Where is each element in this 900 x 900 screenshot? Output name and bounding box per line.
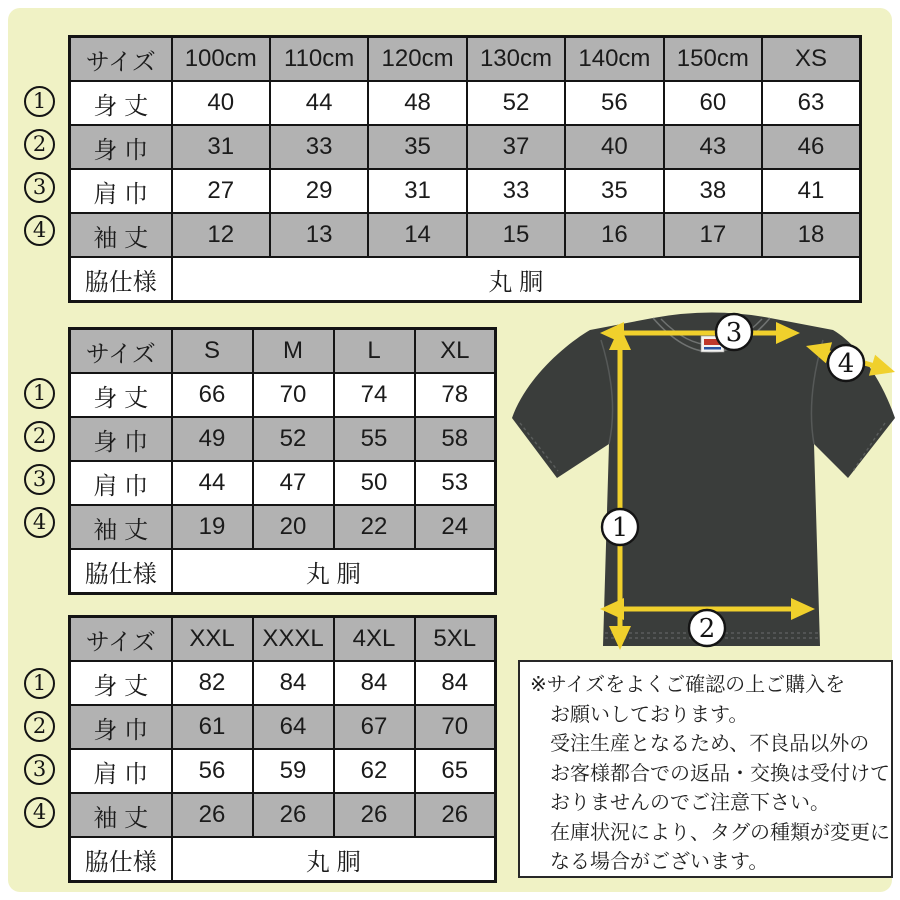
row-label: 肩 巾 [70, 461, 172, 505]
note-line: 受注生産となるため、不良品以外の [550, 733, 870, 755]
header-cell: 150cm [664, 37, 762, 82]
value-cell: 18 [762, 213, 860, 257]
row-marker-4: 4 [24, 797, 55, 828]
row-marker-1: 1 [24, 668, 55, 699]
header-cell: 5XL [415, 617, 496, 662]
row-label: 身 丈 [70, 661, 172, 705]
spec-value-cell: 丸 胴 [172, 257, 861, 302]
header-cell: 140cm [565, 37, 663, 82]
table-row-shoulder-width [70, 169, 861, 213]
row-marker-1: 1 [24, 86, 55, 117]
header-size-label: サイズ [70, 617, 172, 662]
note-line: なる場合がございます。 [550, 851, 769, 873]
row-label: 肩 巾 [70, 749, 172, 793]
row-marker-3: 3 [24, 464, 55, 495]
table-header-row [70, 617, 496, 662]
row-marker-4: 4 [24, 215, 55, 246]
value-cell: 33 [270, 125, 368, 169]
value-cell: 12 [172, 213, 270, 257]
row-marker-3: 3 [24, 172, 55, 203]
header-cell: XL [415, 329, 496, 374]
table-row-body-length [70, 373, 496, 417]
spec-value-cell: 丸 胴 [172, 549, 496, 594]
header-size-label: サイズ [70, 329, 172, 374]
row-marker-4: 4 [24, 507, 55, 538]
header-cell: 110cm [270, 37, 368, 82]
value-cell: 49 [172, 417, 253, 461]
value-cell: 84 [415, 661, 496, 705]
value-cell: 35 [368, 125, 466, 169]
value-cell: 50 [334, 461, 415, 505]
value-cell: 44 [172, 461, 253, 505]
value-cell: 62 [334, 749, 415, 793]
value-cell: 67 [334, 705, 415, 749]
value-cell: 82 [172, 661, 253, 705]
value-cell: 70 [415, 705, 496, 749]
value-cell: 56 [172, 749, 253, 793]
note-line: ※サイズをよくご確認の上ご購入を [530, 674, 846, 696]
table-row-shoulder-width [70, 461, 496, 505]
note-line: お客様都合での返品・交換は受付けて [550, 762, 890, 785]
header-cell: XXXL [253, 617, 334, 662]
row-marker-2: 2 [24, 421, 55, 452]
row-label: 身 丈 [70, 81, 172, 125]
table-header-row [70, 329, 496, 374]
tshirt-svg [505, 306, 900, 661]
note-line: 在庫状況により、タグの種類が変更に [550, 821, 890, 844]
table-row-shoulder-width [70, 749, 496, 793]
header-cell: M [253, 329, 334, 374]
value-cell: 19 [172, 505, 253, 549]
row-label: 身 巾 [70, 705, 172, 749]
row-label: 身 巾 [70, 125, 172, 169]
value-cell: 64 [253, 705, 334, 749]
value-cell: 61 [172, 705, 253, 749]
row-marker-3: 3 [24, 754, 55, 785]
size-table-kids [68, 35, 862, 303]
value-cell: 78 [415, 373, 496, 417]
header-cell: 4XL [334, 617, 415, 662]
table-header-row [70, 37, 861, 82]
table-row-side-spec [70, 549, 496, 594]
marker-digit-3: 3 [725, 318, 743, 348]
value-cell: 70 [253, 373, 334, 417]
value-cell: 38 [664, 169, 762, 213]
value-cell: 55 [334, 417, 415, 461]
table-row-body-length [70, 661, 496, 705]
value-cell: 14 [368, 213, 466, 257]
value-cell: 16 [565, 213, 663, 257]
table-row-body-width [70, 417, 496, 461]
value-cell: 74 [334, 373, 415, 417]
value-cell: 31 [172, 125, 270, 169]
value-cell: 63 [762, 81, 860, 125]
value-cell: 31 [368, 169, 466, 213]
table-row-body-width [70, 705, 496, 749]
tshirt-diagram [505, 306, 900, 661]
marker-digit-1: 1 [611, 513, 629, 543]
size-table-adult [68, 327, 497, 595]
table-row-side-spec [70, 837, 496, 882]
value-cell: 26 [253, 793, 334, 837]
value-cell: 40 [172, 81, 270, 125]
table-row-sleeve-length [70, 793, 496, 837]
value-cell: 84 [334, 661, 415, 705]
value-cell: 22 [334, 505, 415, 549]
value-cell: 56 [565, 81, 663, 125]
header-cell: S [172, 329, 253, 374]
value-cell: 84 [253, 661, 334, 705]
value-cell: 35 [565, 169, 663, 213]
header-cell: 100cm [172, 37, 270, 82]
value-cell: 24 [415, 505, 496, 549]
row-label: 身 丈 [70, 373, 172, 417]
row-label: 脇仕様 [70, 257, 172, 302]
header-cell: 120cm [368, 37, 466, 82]
value-cell: 26 [415, 793, 496, 837]
row-label: 袖 丈 [70, 793, 172, 837]
spec-value-cell: 丸 胴 [172, 837, 496, 882]
value-cell: 48 [368, 81, 466, 125]
purchase-note [518, 660, 893, 878]
table-row-side-spec [70, 257, 861, 302]
row-label: 肩 巾 [70, 169, 172, 213]
header-size-label: サイズ [70, 37, 172, 82]
header-cell: XXL [172, 617, 253, 662]
value-cell: 44 [270, 81, 368, 125]
value-cell: 53 [415, 461, 496, 505]
value-cell: 27 [172, 169, 270, 213]
value-cell: 33 [467, 169, 565, 213]
header-cell: 130cm [467, 37, 565, 82]
marker-digit-4: 4 [837, 349, 855, 379]
row-label: 脇仕様 [70, 549, 172, 594]
row-marker-2: 2 [24, 711, 55, 742]
value-cell: 52 [467, 81, 565, 125]
value-cell: 40 [565, 125, 663, 169]
value-cell: 20 [253, 505, 334, 549]
value-cell: 15 [467, 213, 565, 257]
value-cell: 29 [270, 169, 368, 213]
row-label: 袖 丈 [70, 505, 172, 549]
header-cell: L [334, 329, 415, 374]
note-line: おりませんのでご注意下さい。 [550, 792, 830, 814]
table-row-sleeve-length [70, 213, 861, 257]
value-cell: 17 [664, 213, 762, 257]
value-cell: 43 [664, 125, 762, 169]
size-table-plus [68, 615, 497, 883]
value-cell: 46 [762, 125, 860, 169]
value-cell: 58 [415, 417, 496, 461]
value-cell: 37 [467, 125, 565, 169]
row-label: 袖 丈 [70, 213, 172, 257]
value-cell: 65 [415, 749, 496, 793]
value-cell: 47 [253, 461, 334, 505]
value-cell: 60 [664, 81, 762, 125]
note-line: お願いしております。 [550, 703, 749, 726]
value-cell: 41 [762, 169, 860, 213]
table-row-body-length [70, 81, 861, 125]
header-cell: XS [762, 37, 860, 82]
row-marker-2: 2 [24, 129, 55, 160]
value-cell: 59 [253, 749, 334, 793]
table-row-body-width [70, 125, 861, 169]
value-cell: 52 [253, 417, 334, 461]
row-label: 脇仕様 [70, 837, 172, 882]
row-label: 身 巾 [70, 417, 172, 461]
value-cell: 13 [270, 213, 368, 257]
value-cell: 26 [334, 793, 415, 837]
marker-digit-2: 2 [698, 614, 716, 644]
value-cell: 26 [172, 793, 253, 837]
value-cell: 66 [172, 373, 253, 417]
table-row-sleeve-length [70, 505, 496, 549]
row-marker-1: 1 [24, 378, 55, 409]
